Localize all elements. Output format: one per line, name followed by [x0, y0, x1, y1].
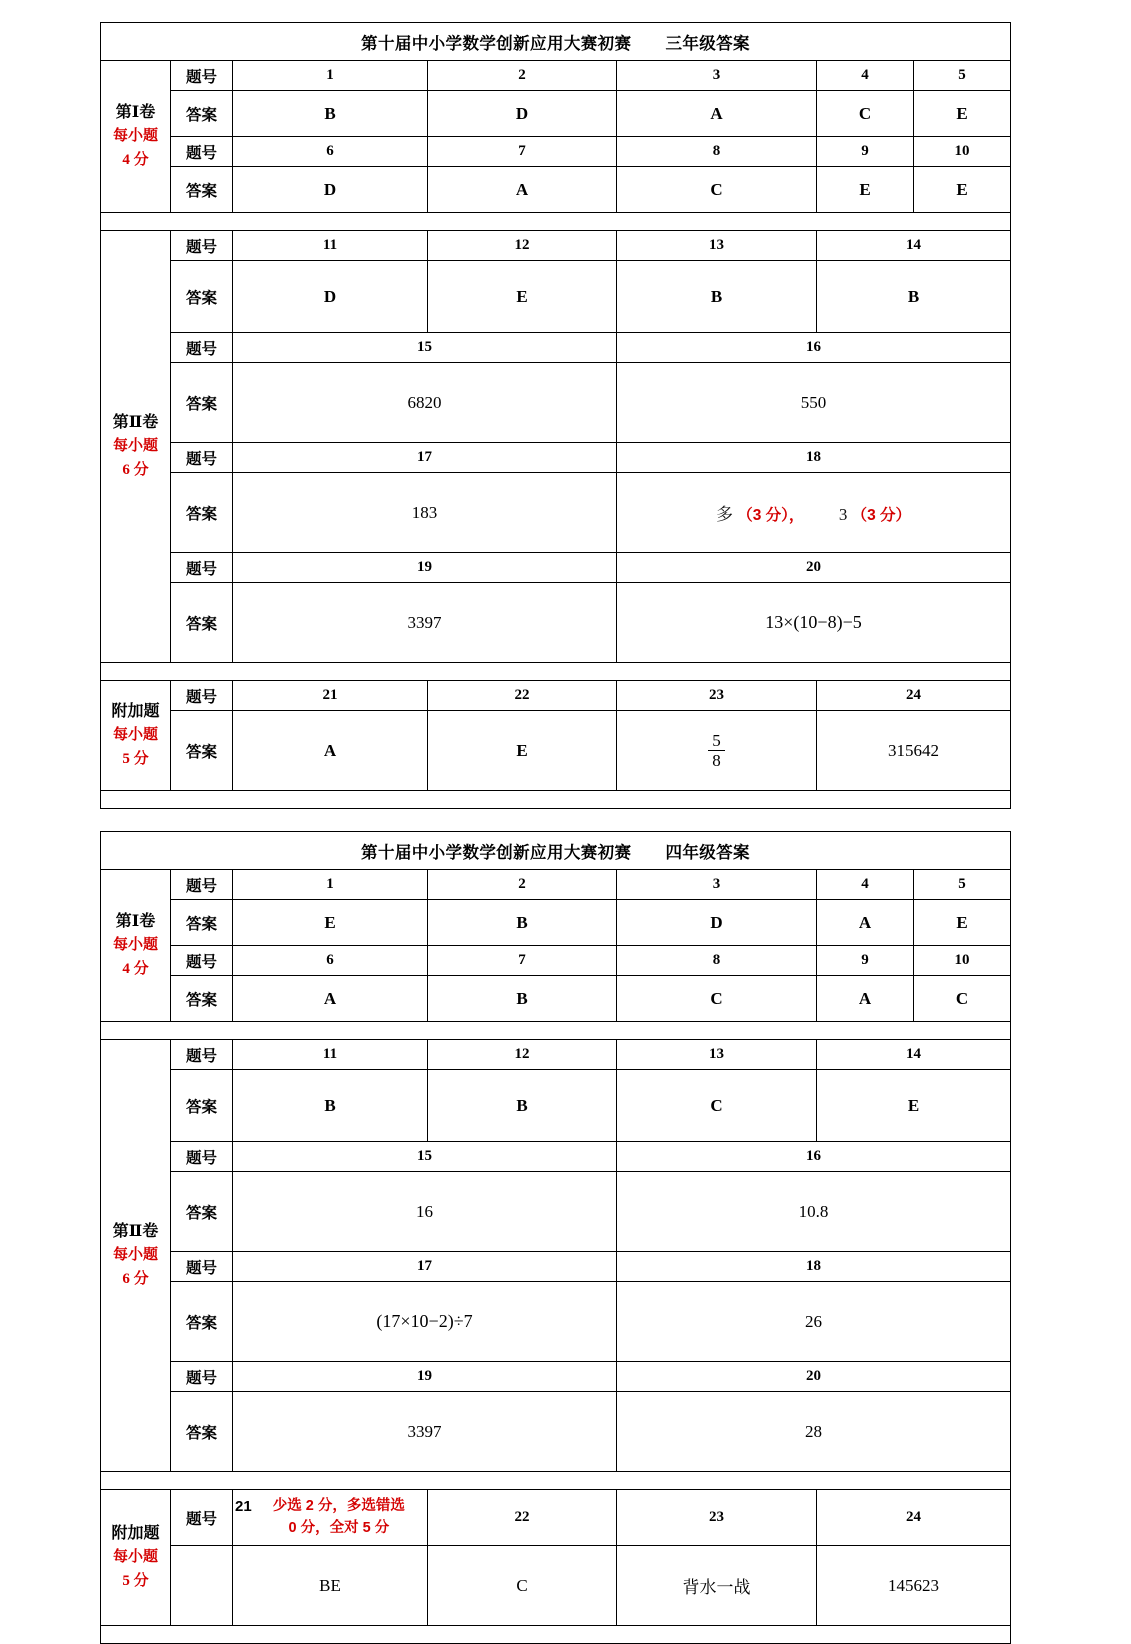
- table-row: [101, 167, 1011, 213]
- table-row: [101, 137, 1011, 167]
- table-row: [101, 261, 1011, 333]
- answer-cell: C: [617, 976, 817, 1022]
- question-number-cell: 9: [817, 946, 914, 976]
- question-number-cell: 12: [428, 231, 617, 261]
- row-header-question-number: 题号: [171, 870, 233, 900]
- section-label-main: 附加题: [111, 1525, 160, 1543]
- answer-cell: D: [617, 900, 817, 946]
- table-row: [101, 870, 1011, 900]
- q18-part2-red: （3 分）: [851, 507, 912, 524]
- question-number-cell: 5: [914, 870, 1011, 900]
- answer-cell: B: [233, 91, 428, 137]
- answer-cell: E: [914, 900, 1011, 946]
- question-number-cell: 8: [617, 137, 817, 167]
- question-number-cell: 15: [233, 1142, 617, 1172]
- question-number-cell: 11: [233, 1040, 428, 1070]
- question-number-cell: 17: [233, 1252, 617, 1282]
- section-label-points-line1: 每小题: [112, 1549, 158, 1566]
- table-row: [101, 1040, 1011, 1070]
- title-main-text: 第十届中小学数学创新应用大赛初赛: [361, 842, 632, 862]
- question-number-cell: 6: [233, 946, 428, 976]
- section-label-main: 第Ⅱ卷: [112, 414, 159, 432]
- question-number-cell: 2: [428, 870, 617, 900]
- row-header-question-number: 题号: [171, 553, 233, 583]
- question-number-cell: 12: [428, 1040, 617, 1070]
- question-number-cell: 8: [617, 946, 817, 976]
- q21-index: 21: [235, 1498, 252, 1516]
- row-header-answer: 答案: [171, 261, 233, 333]
- question-number-cell: 21: [233, 681, 428, 711]
- section-label-main: 第Ⅰ卷: [115, 104, 156, 122]
- answer-cell: E: [914, 167, 1011, 213]
- question-number-cell: 10: [914, 946, 1011, 976]
- row-header-answer: 答案: [171, 900, 233, 946]
- section-label-points-line2: 4 分: [122, 152, 149, 169]
- table-title-row: [101, 832, 1011, 870]
- answer-cell: 3397: [233, 583, 617, 663]
- table-bottom-band: [101, 791, 1011, 809]
- row-header-answer-blank: [171, 1546, 233, 1626]
- row-header-question-number: 题号: [171, 1490, 233, 1546]
- row-header-answer: 答案: [171, 1392, 233, 1472]
- table-row: [101, 1362, 1011, 1392]
- table-row: [101, 553, 1011, 583]
- row-header-answer: 答案: [171, 976, 233, 1022]
- answer-cell: D: [233, 167, 428, 213]
- answer-cell: E: [233, 900, 428, 946]
- question-number-cell: 24: [817, 681, 1011, 711]
- answer-cell: 3397: [233, 1392, 617, 1472]
- table-row: [101, 946, 1011, 976]
- row-header-answer: 答案: [171, 1172, 233, 1252]
- section-label-points-line1: 每小题: [112, 438, 158, 455]
- answer-cell: D: [428, 91, 617, 137]
- answer-cell: 背水一战: [617, 1546, 817, 1626]
- row-header-question-number: 题号: [171, 1362, 233, 1392]
- row-header-answer: 答案: [171, 1282, 233, 1362]
- answer-cell-q18: [617, 473, 1011, 553]
- row-header-answer: 答案: [171, 711, 233, 791]
- row-header-answer: 答案: [171, 583, 233, 663]
- table-row: [101, 473, 1011, 553]
- answer-cell: E: [914, 91, 1011, 137]
- row-header-answer: 答案: [171, 167, 233, 213]
- question-number-cell: 4: [817, 870, 914, 900]
- table-row: [101, 1392, 1011, 1472]
- answer-cell: 315642: [817, 711, 1011, 791]
- answer-cell-q23-fraction: [617, 711, 817, 791]
- table-row: [101, 1142, 1011, 1172]
- answer-cell: E: [817, 1070, 1011, 1142]
- section-label-points-line2: 6 分: [122, 462, 149, 479]
- question-number-cell: 24: [817, 1490, 1011, 1546]
- section-label-points-line2: 4 分: [122, 961, 149, 978]
- question-number-cell: 13: [617, 1040, 817, 1070]
- section-label-juan1-g4: [101, 870, 171, 1022]
- question-number-cell: 5: [914, 61, 1011, 91]
- section-spacer-row: [101, 1472, 1011, 1490]
- answer-cell: C: [428, 1546, 617, 1626]
- answer-cell: 26: [617, 1282, 1011, 1362]
- table-row: [101, 61, 1011, 91]
- section-label-points-line1: 每小题: [112, 1247, 158, 1264]
- table-row: [101, 1172, 1011, 1252]
- row-header-question-number: 题号: [171, 137, 233, 167]
- section-label-points-line1: 每小题: [112, 128, 158, 145]
- answer-cell: D: [233, 261, 428, 333]
- row-header-question-number: 题号: [171, 231, 233, 261]
- table-row: [101, 1070, 1011, 1142]
- table-row: [101, 333, 1011, 363]
- answer-cell: B: [428, 900, 617, 946]
- question-number-cell: 14: [817, 231, 1011, 261]
- row-header-question-number: 题号: [171, 1040, 233, 1070]
- question-number-cell: 2: [428, 61, 617, 91]
- spacer-cell: [101, 791, 1011, 809]
- answer-cell: A: [233, 711, 428, 791]
- table-row: [101, 976, 1011, 1022]
- question-number-cell: 3: [617, 61, 817, 91]
- answer-cell: C: [914, 976, 1011, 1022]
- between-tables-gap: [100, 809, 1031, 831]
- answer-cell: A: [617, 91, 817, 137]
- spacer-cell: [101, 1022, 1011, 1040]
- fraction-five-eighths: [708, 731, 725, 770]
- answer-cell: BE: [233, 1546, 428, 1626]
- section-label-juan2-g3: [101, 231, 171, 663]
- q21-note-line1: 少选 2 分，多选错选: [272, 1498, 405, 1515]
- row-header-answer: 答案: [171, 91, 233, 137]
- answer-cell: 28: [617, 1392, 1011, 1472]
- answer-cell: 16: [233, 1172, 617, 1252]
- section-label-main: 第Ⅱ卷: [112, 1223, 159, 1241]
- question-number-cell: 3: [617, 870, 817, 900]
- answer-cell: E: [428, 261, 617, 333]
- table-row: [101, 443, 1011, 473]
- table-row: [101, 1546, 1011, 1626]
- spacer-cell: [101, 663, 1011, 681]
- row-header-answer: 答案: [171, 1070, 233, 1142]
- table-row: [101, 363, 1011, 443]
- title-sub-text: 四年级答案: [665, 842, 750, 862]
- answer-cell: 6820: [233, 363, 617, 443]
- fraction-denominator: 8: [708, 750, 725, 770]
- section-label-main: 第Ⅰ卷: [115, 913, 156, 931]
- title-sub-text: 三年级答案: [665, 33, 750, 53]
- question-number-cell-q21-with-note: [233, 1490, 428, 1546]
- table-title-grade4: [101, 832, 1011, 870]
- section-label-extra-g4: [101, 1490, 171, 1626]
- answer-cell: A: [817, 976, 914, 1022]
- question-number-cell: 17: [233, 443, 617, 473]
- question-number-cell: 19: [233, 1362, 617, 1392]
- question-number-cell: 1: [233, 61, 428, 91]
- section-label-juan2-g4: [101, 1040, 171, 1472]
- table-row: [101, 681, 1011, 711]
- row-header-question-number: 题号: [171, 946, 233, 976]
- question-number-cell: 10: [914, 137, 1011, 167]
- question-number-cell: 22: [428, 681, 617, 711]
- row-header-question-number: 题号: [171, 61, 233, 91]
- answer-cell: (17×10−2)÷7: [233, 1282, 617, 1362]
- question-number-cell: 13: [617, 231, 817, 261]
- answer-cell: C: [617, 1070, 817, 1142]
- answer-cell: A: [817, 900, 914, 946]
- q21-note-line2: 0 分，全对 5 分: [288, 1519, 390, 1536]
- answer-table-grade4: [100, 831, 1011, 1644]
- row-header-answer: 答案: [171, 473, 233, 553]
- question-number-cell: 18: [617, 1252, 1011, 1282]
- answer-cell: B: [617, 261, 817, 333]
- answer-cell: E: [428, 711, 617, 791]
- table-row: [101, 231, 1011, 261]
- question-number-cell: 11: [233, 231, 428, 261]
- section-label-extra-g3: [101, 681, 171, 791]
- row-header-question-number: 题号: [171, 1142, 233, 1172]
- question-number-cell: 14: [817, 1040, 1011, 1070]
- q18-part1-black: 多: [715, 505, 733, 524]
- question-number-cell: 1: [233, 870, 428, 900]
- question-number-cell: 23: [617, 1490, 817, 1546]
- question-number-cell: 15: [233, 333, 617, 363]
- answer-cell: B: [817, 261, 1011, 333]
- table-bottom-band: [101, 1626, 1011, 1644]
- question-number-cell: 23: [617, 681, 817, 711]
- question-number-cell: 4: [817, 61, 914, 91]
- section-spacer-row: [101, 663, 1011, 681]
- answer-cell: 183: [233, 473, 617, 553]
- section-spacer-row: [101, 1022, 1011, 1040]
- answer-cell: B: [428, 1070, 617, 1142]
- answer-cell: B: [233, 1070, 428, 1142]
- question-number-cell: 18: [617, 443, 1011, 473]
- fraction-numerator: 5: [712, 730, 721, 750]
- question-number-cell: 7: [428, 946, 617, 976]
- spacer-cell: [101, 213, 1011, 231]
- table-row: [101, 1252, 1011, 1282]
- answer-cell: 13×(10−8)−5: [617, 583, 1011, 663]
- table-title-row: [101, 23, 1011, 61]
- answer-table-grade3: [100, 22, 1011, 809]
- q18-part2-black: 3: [838, 505, 848, 524]
- question-number-cell: 20: [617, 1362, 1011, 1392]
- question-number-cell: 6: [233, 137, 428, 167]
- answer-cell: C: [617, 167, 817, 213]
- table-row: [101, 1490, 1011, 1546]
- answer-cell: A: [233, 976, 428, 1022]
- table-row: [101, 1282, 1011, 1362]
- question-number-cell: 20: [617, 553, 1011, 583]
- title-main-text: 第十届中小学数学创新应用大赛初赛: [361, 33, 632, 53]
- answer-cell: C: [817, 91, 914, 137]
- question-number-cell: 9: [817, 137, 914, 167]
- table-row: [101, 711, 1011, 791]
- section-label-points-line1: 每小题: [112, 727, 158, 744]
- answer-cell: E: [817, 167, 914, 213]
- section-label-juan1-g3: [101, 61, 171, 213]
- row-header-answer: 答案: [171, 363, 233, 443]
- q18-part1-red: （3 分），: [737, 507, 805, 524]
- question-number-cell: 16: [617, 333, 1011, 363]
- question-number-cell: 22: [428, 1490, 617, 1546]
- spacer-cell: [101, 1626, 1011, 1644]
- row-header-question-number: 题号: [171, 333, 233, 363]
- row-header-question-number: 题号: [171, 1252, 233, 1282]
- question-number-cell: 16: [617, 1142, 1011, 1172]
- answer-cell: 10.8: [617, 1172, 1011, 1252]
- question-number-cell: 19: [233, 553, 617, 583]
- table-row: [101, 900, 1011, 946]
- section-label-points-line2: 6 分: [122, 1271, 149, 1288]
- section-label-points-line1: 每小题: [112, 937, 158, 954]
- row-header-question-number: 题号: [171, 443, 233, 473]
- question-number-cell: 7: [428, 137, 617, 167]
- table-row: [101, 583, 1011, 663]
- answer-cell: 145623: [817, 1546, 1011, 1626]
- section-spacer-row: [101, 213, 1011, 231]
- section-label-points-line2: 5 分: [122, 751, 149, 768]
- row-header-question-number: 题号: [171, 681, 233, 711]
- answer-cell: B: [428, 976, 617, 1022]
- section-label-points-line2: 5 分: [122, 1573, 149, 1590]
- answer-cell: 550: [617, 363, 1011, 443]
- answer-cell: A: [428, 167, 617, 213]
- spacer-cell: [101, 1472, 1011, 1490]
- section-label-main: 附加题: [111, 703, 160, 721]
- table-title-grade3: [101, 23, 1011, 61]
- table-row: [101, 91, 1011, 137]
